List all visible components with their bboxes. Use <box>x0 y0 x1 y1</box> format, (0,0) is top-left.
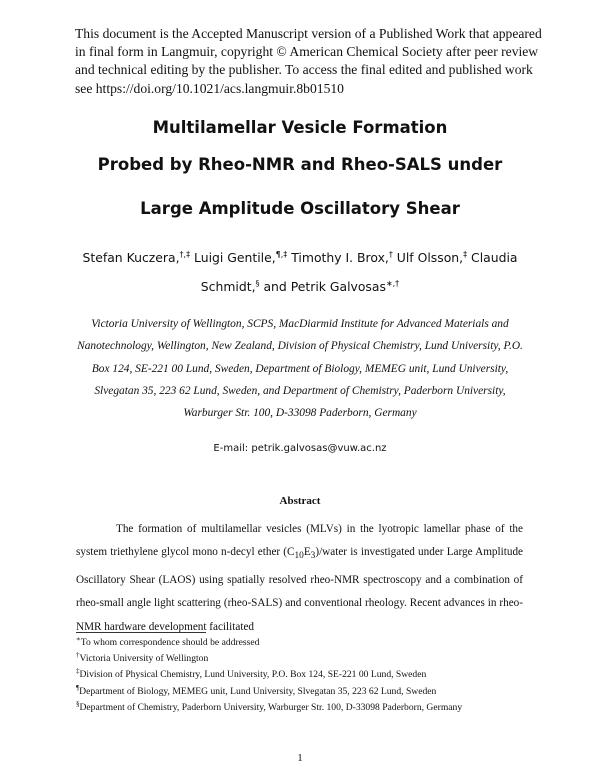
footnote <box>76 665 546 681</box>
footnote-mark: ∗ <box>76 635 81 643</box>
author-name: Timothy I. Brox, <box>291 250 389 266</box>
abstract-heading: Abstract <box>279 495 321 507</box>
email-address[interactable]: petrik.galvosas@vuw.ac.nz <box>251 443 387 454</box>
subscript: 3 <box>310 551 316 562</box>
author-name: and Petrik Galvosas <box>263 279 386 295</box>
author-affiliation-mark: § <box>255 279 260 289</box>
footnote-text: Department of Biology, MEMEG unit, Lund University, Slvegatan 35, 223 62 Lund, Sweden <box>79 685 437 697</box>
author-affiliation-mark: † <box>388 250 393 259</box>
footnotes <box>76 633 546 714</box>
footnote <box>76 633 546 649</box>
abstract-body <box>76 518 523 639</box>
author-name: Luigi Gentile, <box>194 250 276 266</box>
footnote <box>76 682 546 698</box>
author-list <box>60 242 540 300</box>
author-name: Ulf Olsson, <box>396 250 464 266</box>
author-affiliation-mark: †,‡ <box>179 250 191 259</box>
paper-title-line-1: Multilamellar Vesicle Formation <box>152 118 448 137</box>
affiliations: Victoria University of Wellington, SCPS, MacDiarmid Institute for Advanced Materials and Nanotechnology, Wellington, New Zealand, Division of Physical Chemistry, Lund University, P.O. Box 124, SE-221 00 Lund, Sweden, Department of Biology, MEMEG unit, Lund University, Slvegatan 35, 223 62 Lund, Sweden, and Department of Chemistry, Paderborn University, Warburger Str. 100, D-33098 Paderborn, Germany <box>77 318 523 420</box>
author-affiliation-mark: ¶,‡ <box>275 250 288 259</box>
footnote-text: Department of Chemistry, Paderborn University, Warburger Str. 100, D-33098 Paderborn, Germany <box>79 701 463 713</box>
paper-title-line-3: Large Amplitude Oscillatory Shear <box>140 199 460 218</box>
page-number: 1 <box>297 752 303 764</box>
footnote-mark: § <box>76 699 80 708</box>
publisher-notice: This document is the Accepted Manuscript version of a Published Work that appeared in final form in Langmuir, copyright © American Chemical Society after peer review and technical editing by the publisher. To access the final edited and published work see https://doi.org/10.1021/acs.langmuir.8b01510 <box>75 26 542 96</box>
author-affiliation-mark: ∗,† <box>385 279 400 289</box>
footnote-mark: ‡ <box>76 667 80 676</box>
abstract-text: E <box>303 546 311 559</box>
footnote-text: Victoria University of Wellington <box>79 653 209 665</box>
abstract-text: The formation of multilamellar vesicles (MLVs) in the lyotropic lamellar phase of the system triethylene glycol mono n-decyl ether (C <box>76 523 523 559</box>
subscript: 10 <box>294 551 304 562</box>
paper-title-line-2: Probed by Rheo-NMR and Rheo-SALS under <box>97 155 503 174</box>
author-name: Stefan Kuczera, <box>82 250 180 266</box>
footnote-text: Division of Physical Chemistry, Lund University, P.O. Box 124, SE-221 00 Lund, Sweden <box>79 669 427 681</box>
footnote-mark: † <box>76 651 80 660</box>
footnote-text: To whom correspondence should be addressed <box>80 637 260 649</box>
email-label: E-mail: <box>213 443 249 454</box>
abstract-text: )/water is investigated under Large Amplitude Oscillatory Shear (LAOS) using spatially resolved rheo-NMR spectroscopy and a combination of rheo-small angle light scattering (rheo-SALS) and conventional rheology. Recent advances in rheo-NMR hardware development facilitated <box>76 546 523 633</box>
footnote <box>76 649 546 665</box>
footnote-mark: ¶ <box>76 683 80 692</box>
contact-email <box>60 443 540 454</box>
author-affiliation-mark: ‡ <box>463 250 468 259</box>
author-name: Claudia Schmidt, <box>200 250 518 295</box>
abstract-paragraph <box>76 518 523 639</box>
footnote <box>76 698 546 714</box>
